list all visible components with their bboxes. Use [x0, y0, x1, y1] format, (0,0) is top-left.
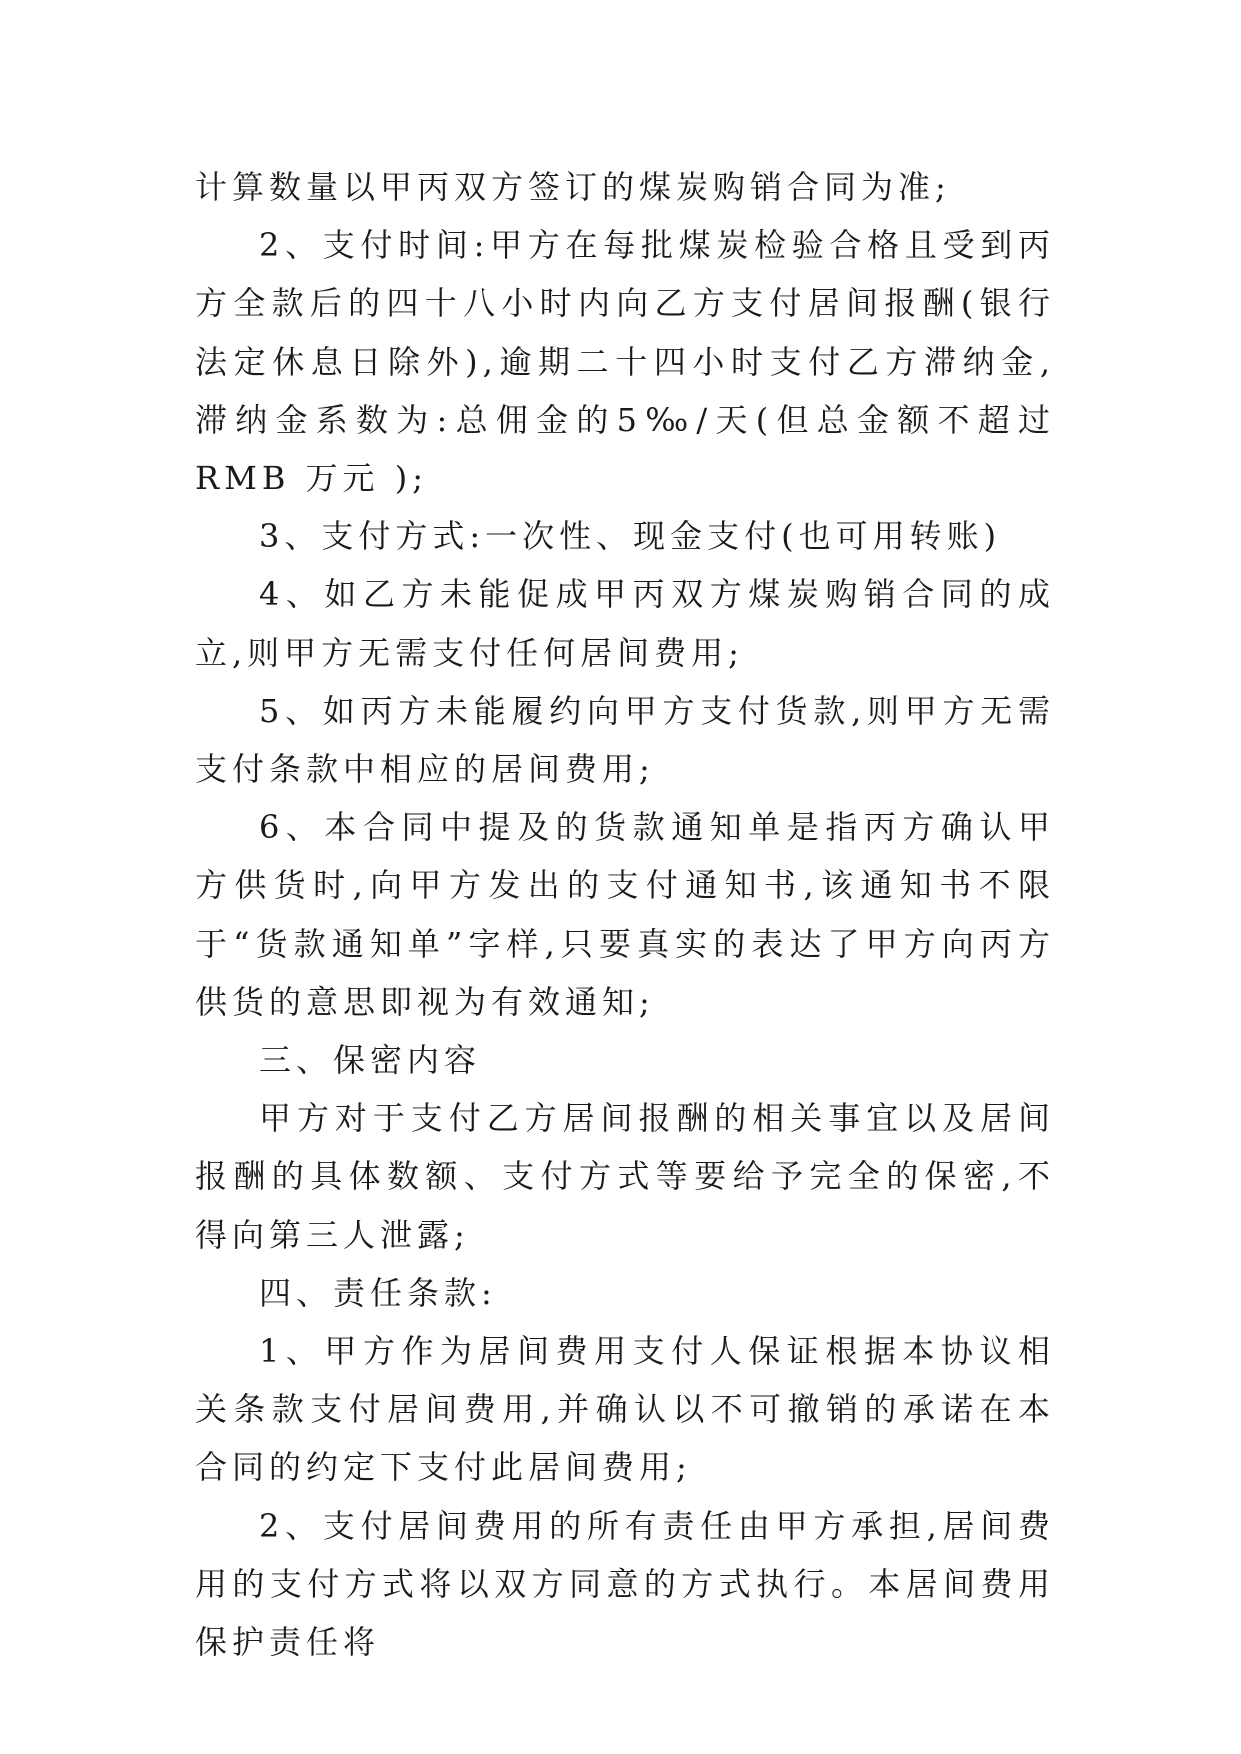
paragraph-confidentiality: 甲方对于支付乙方居间报酬的相关事宜以及居间报酬的具体数额、支付方式等要给予完全的保密,不得向第三人泄露; [195, 1099, 1055, 1254]
paragraph-liability-1: 1、甲方作为居间费用支付人保证根据本协议相关条款支付居间费用,并确认以不可撤销的承诺在本合同的约定下支付此居间费用; [195, 1332, 1055, 1487]
section-heading-confidentiality: 三、保密内容 [259, 1041, 482, 1080]
section-heading-liability: 四、责任条款: [259, 1273, 497, 1312]
paragraph-no-contract-no-fee: 4、如乙方未能促成甲丙双方煤炭购销合同的成立,则甲方无需支付任何居间费用; [195, 575, 1055, 672]
paragraph-quantity-basis: 计算数量以甲丙双方签订的煤炭购销合同为准; [195, 168, 951, 206]
paragraph-payment-notice-definition: 6、本合同中提及的货款通知单是指丙方确认甲方供货时,向甲方发出的支付通知书,该通知书不限于“货款通知单”字样,只要真实的表达了甲方向丙方供货的意思即视为有效通知; [195, 808, 1055, 1021]
paragraph-payment-method: 3、支付方式:一次性、现金支付(也可用转账) [259, 517, 1002, 556]
paragraph-no-payment-no-fee: 5、如丙方未能履约向甲方支付货款,则甲方无需支付条款中相应的居间费用; [195, 691, 1055, 789]
paragraph-liability-2: 2、支付居间费用的所有责任由甲方承担,居间费用的支付方式将以双方同意的方式执行。本居间费用保护责任将 [195, 1506, 1055, 1662]
paragraph-payment-time: 2、支付时间:甲方在每批煤炭检验合格且受到丙方全款后的四十八小时内向乙方支付居间报酬(银行法定休息日除外),逾期二十四小时支付乙方滞纳金,滞纳金系数为:总佣金的5‰/天(但总金额不超过 RMB 万元 ); [195, 226, 1055, 498]
document-body [195, 158, 1055, 1671]
